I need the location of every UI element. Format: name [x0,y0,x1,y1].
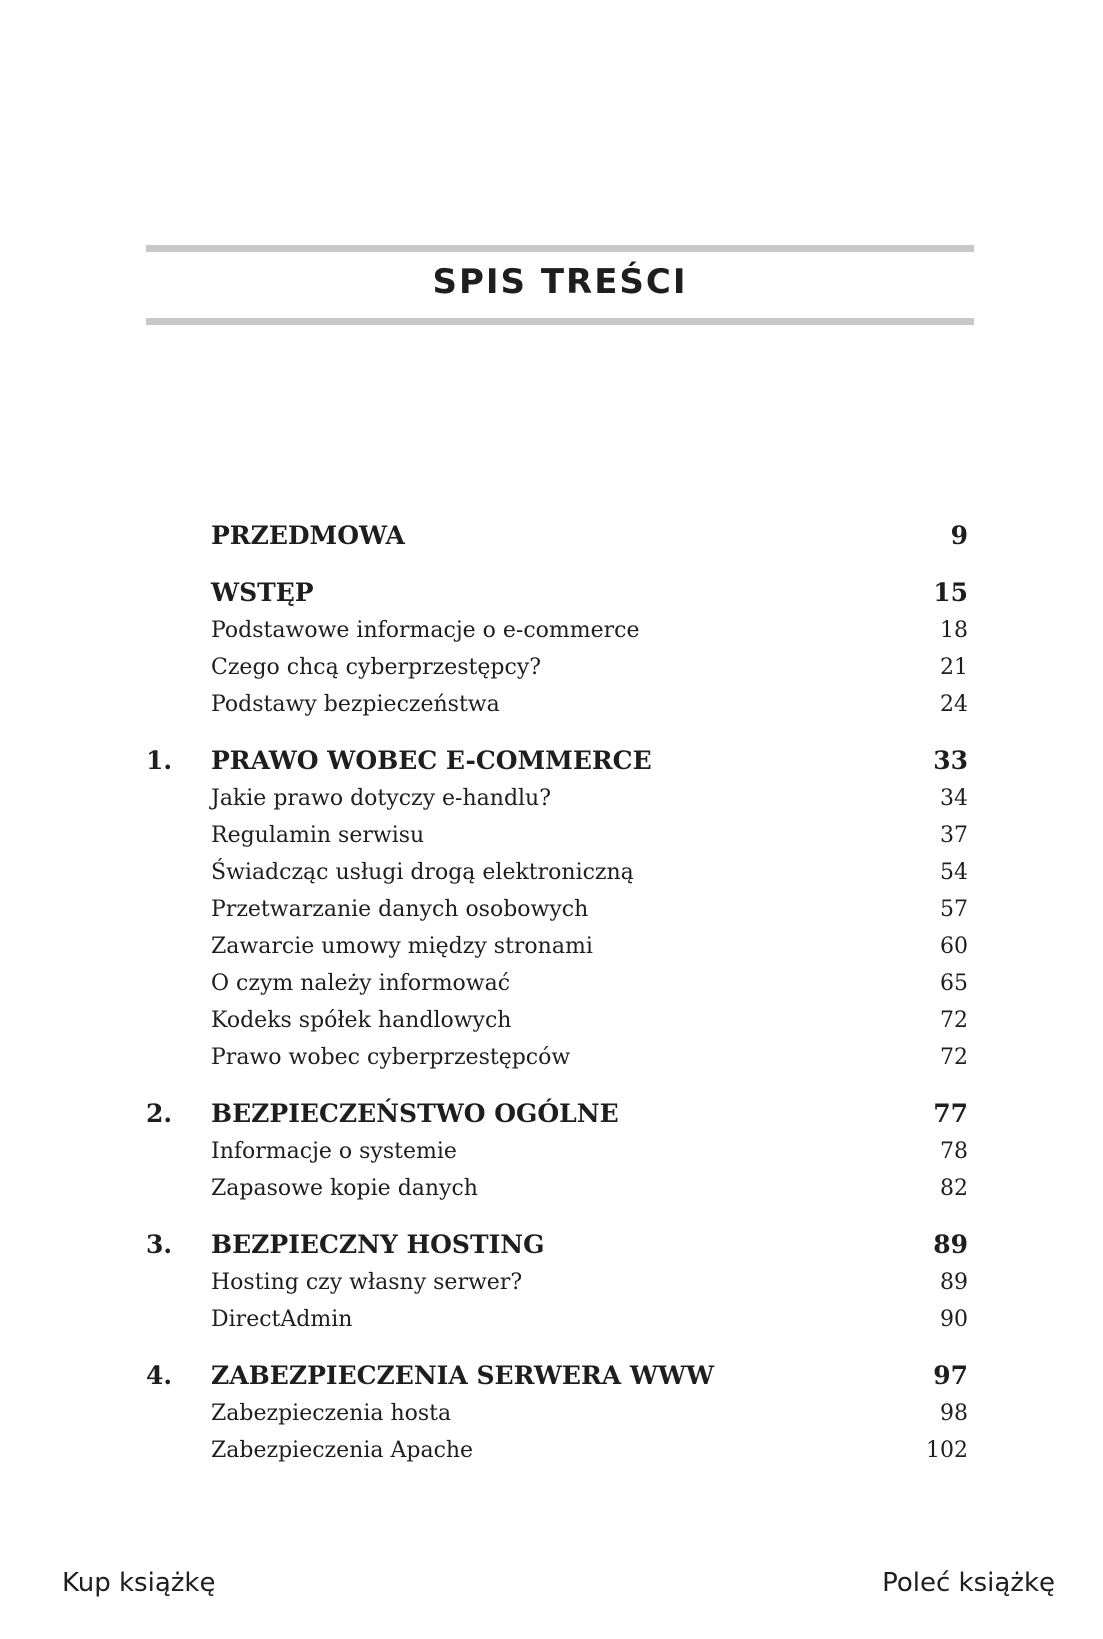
entry-title: Zapasowe kopie danych [211,1176,478,1201]
entry-page: 54 [940,860,968,885]
chapter-page: 97 [933,1361,968,1390]
entry-title: Informacje o systemie [211,1139,457,1164]
toc-chapter [146,1225,968,1338]
table-of-contents [146,516,968,1487]
toc-entry[interactable] [146,1264,968,1301]
entry-page: 82 [940,1176,968,1201]
toc-entry[interactable] [146,1133,968,1170]
toc-entry[interactable] [146,1002,968,1039]
entry-page: 21 [940,655,968,680]
chapter-title: BEZPIECZEŃSTWO OGÓLNE [211,1099,619,1128]
toc-entry[interactable] [146,817,968,854]
entry-page: 18 [940,618,968,643]
toc-entry[interactable] [146,1432,968,1469]
chapter-number: 3. [146,1230,173,1259]
entry-title: Zawarcie umowy między stronami [211,934,593,959]
title-rule-bottom [146,318,974,325]
toc-chapter [146,573,968,723]
chapter-number: 4. [146,1361,173,1390]
toc-chapter [146,1094,968,1207]
toc-entry[interactable] [146,1039,968,1076]
chapter-title: WSTĘP [211,578,314,607]
entry-page: 24 [940,692,968,717]
chapter-page: 33 [933,746,968,775]
entry-page: 57 [940,897,968,922]
entry-page: 34 [940,786,968,811]
entry-title: DirectAdmin [211,1307,353,1332]
entry-title: Przetwarzanie danych osobowych [211,897,589,922]
title-rule-top [146,245,974,252]
entry-page: 60 [940,934,968,959]
chapter-number: 1. [146,746,173,775]
toc-entry[interactable] [146,649,968,686]
toc-entry[interactable] [146,854,968,891]
entry-title: Zabezpieczenia Apache [211,1438,474,1463]
entry-title: Zabezpieczenia hosta [211,1401,452,1426]
entry-title: Hosting czy własny serwer? [211,1270,523,1295]
toc-entry[interactable] [146,612,968,649]
entry-title: O czym należy informować [211,971,511,996]
chapter-title: BEZPIECZNY HOSTING [211,1230,545,1259]
entry-title: Świadcząc usługi drogą elektroniczną [211,860,634,885]
buy-book-link[interactable]: Kup książkę [62,1568,216,1598]
entry-title: Prawo wobec cyberprzestępców [211,1045,571,1070]
toc-entry[interactable] [146,780,968,817]
entry-page: 90 [940,1307,968,1332]
chapter-heading[interactable] [146,1094,968,1133]
chapter-page: 9 [950,521,968,550]
toc-entry[interactable] [146,928,968,965]
toc-entry[interactable] [146,1170,968,1207]
chapter-page: 77 [933,1099,968,1128]
entry-page: 102 [926,1438,968,1463]
toc-chapter [146,1356,968,1469]
entry-page: 37 [940,823,968,848]
entry-page: 98 [940,1401,968,1426]
chapter-title: ZABEZPIECZENIA SERWERA WWW [211,1361,715,1390]
entry-page: 89 [940,1270,968,1295]
toc-chapter [146,741,968,1076]
chapter-number: 2. [146,1099,173,1128]
recommend-book-link[interactable]: Poleć książkę [882,1568,1055,1598]
chapter-heading[interactable] [146,741,968,780]
toc-entry[interactable] [146,1395,968,1432]
chapter-heading[interactable] [146,516,968,555]
entry-title: Podstawy bezpieczeństwa [211,692,500,717]
entry-title: Regulamin serwisu [211,823,425,848]
toc-entry[interactable] [146,965,968,1002]
entry-title: Czego chcą cyberprzestępcy? [211,655,542,680]
chapter-title: PRAWO WOBEC E-COMMERCE [211,746,652,775]
entry-title: Podstawowe informacje o e-commerce [211,618,640,643]
toc-entry[interactable] [146,686,968,723]
chapter-page: 89 [933,1230,968,1259]
toc-chapter [146,516,968,555]
entry-title: Jakie prawo dotyczy e-handlu? [211,786,552,811]
toc-entry[interactable] [146,891,968,928]
entry-page: 78 [940,1139,968,1164]
page-title: SPIS TREŚCI [432,262,688,302]
chapter-heading[interactable] [146,1356,968,1395]
entry-title: Kodeks spółek handlowych [211,1008,512,1033]
toc-entry[interactable] [146,1301,968,1338]
entry-page: 72 [940,1008,968,1033]
entry-page: 65 [940,971,968,996]
chapter-heading[interactable] [146,1225,968,1264]
chapter-page: 15 [933,578,968,607]
chapter-heading[interactable] [146,573,968,612]
chapter-title: PRZEDMOWA [211,521,405,550]
entry-page: 72 [940,1045,968,1070]
